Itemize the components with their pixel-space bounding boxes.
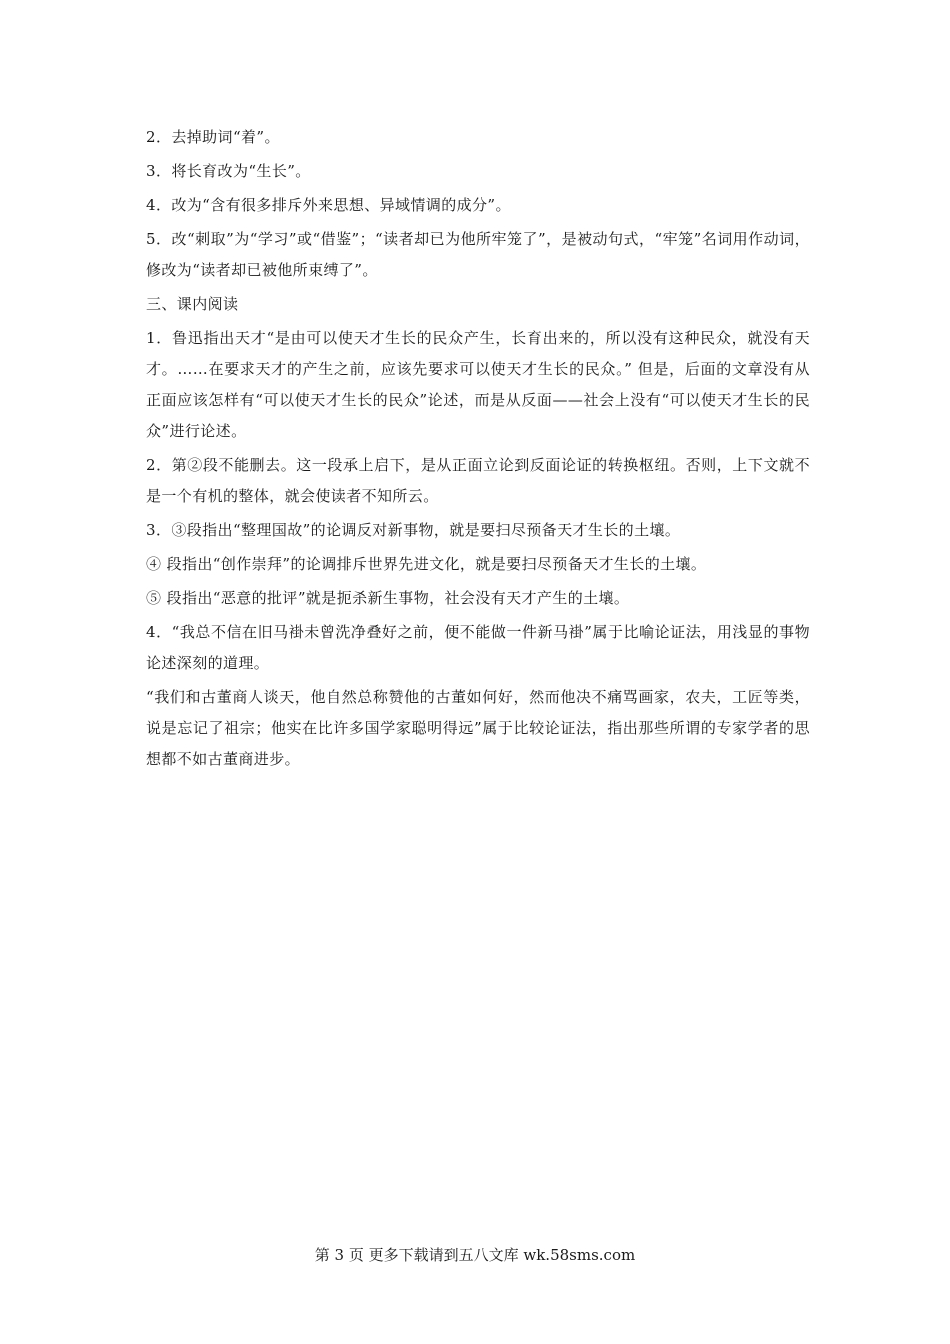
answer-item-2: 2．去掉助词“着”。 [146, 128, 280, 146]
reading-answer-4-comparison: “我们和古董商人谈天，他自然总称赞他的古董如何好，然而他决不痛骂画家，农夫，工匠等类，说是忘记了祖宗；他实在比许多国学家聪明得远”属于比较论证法，指出那些所谓的专家学者的思想都不如古董商进步。 [146, 688, 810, 768]
section-heading: 三、课内阅读 [146, 295, 239, 313]
answer-item-3: 3．将长育改为“生长”。 [146, 162, 311, 180]
answer-item-4: 4．改为“含有很多排斥外来思想、异域情调的成分”。 [146, 196, 511, 214]
reading-answer-1: 1．鲁迅指出天才“是由可以使天才生长的民众产生，长育出来的，所以没有这种民众，就没有天才。……在要求天才的产生之前，应该先要求可以使天才生长的民众。” 但是，后面的文章没有从正面应该怎样有“可以使天才生长的民众”论述，而是从反面——社会上没有“可以使天才生长的民众”进行论述。 [146, 329, 810, 440]
page-footer: 第 3 页 更多下载请到五八文库 wk.58sms.com [314, 1246, 636, 1264]
reading-answer-3: 3．③段指出“整理国故”的论调反对新事物，就是要扫尽预备天才生长的土壤。 [146, 521, 681, 539]
document-body [146, 122, 810, 778]
reading-answer-3-part-4: ④ 段指出“创作崇拜”的论调排斥世界先进文化，就是要扫尽预备天才生长的土壤。 [146, 555, 707, 573]
answer-item-5: 5．改“刺取”为“学习”或“借鉴”；“读者却已为他所牢笼了”，是被动句式，“牢笼”名词用作动词，修改为“读者却已被他所束缚了”。 [146, 230, 810, 279]
reading-answer-3-part-5: ⑤ 段指出“恶意的批评”就是扼杀新生事物，社会没有天才产生的土壤。 [146, 589, 630, 607]
reading-answer-4: 4．“我总不信在旧马褂未曾洗净叠好之前，便不能做一件新马褂”属于比喻论证法，用浅显的事物论述深刻的道理。 [146, 623, 810, 672]
reading-answer-2: 2．第②段不能删去。这一段承上启下，是从正面立论到反面论证的转换枢纽。否则，上下文就不是一个有机的整体，就会使读者不知所云。 [146, 456, 810, 505]
